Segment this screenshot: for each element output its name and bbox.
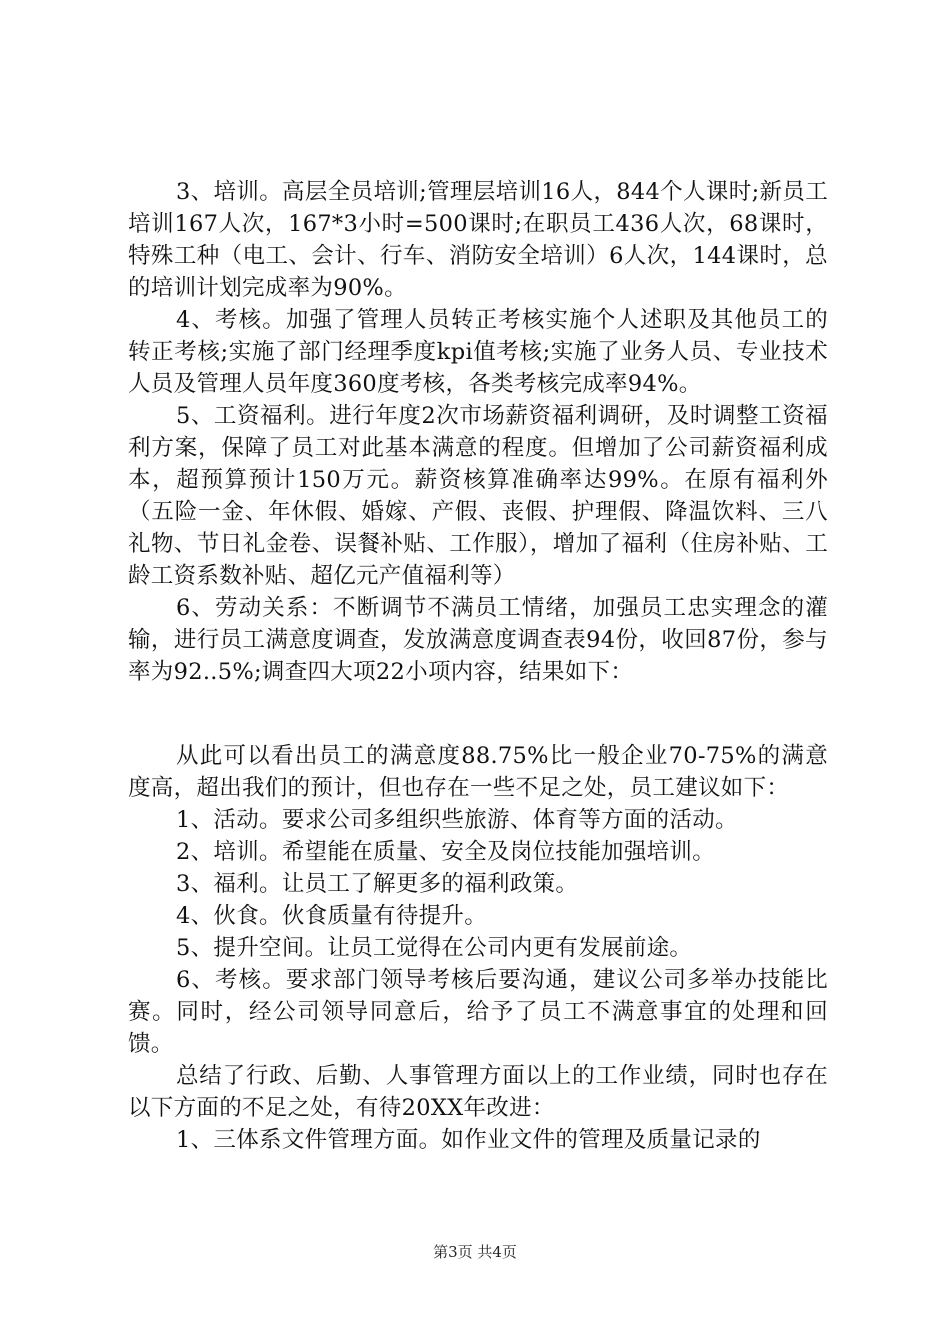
paragraph-improvement-1: 1、三体系文件管理方面。如作业文件的管理及质量记录的 — [176, 1127, 761, 1153]
suggestion-meals: 4、伙食。伙食质量有待提升。 — [176, 903, 488, 929]
suggestion-career: 5、提升空间。让员工觉得在公司内更有发展前途。 — [176, 935, 693, 961]
paragraph-assessment: 4、考核。加强了管理人员转正考核实施个人述职及其他员工的转正考核;实施了部门经理季度kpi值考核;实施了业务人员、专业技术人员及管理人员年度360度考核，各类考核完成率94%。 — [128, 307, 828, 397]
blank-space — [128, 688, 828, 740]
paragraph-salary-benefits: 5、工资福利。进行年度2次市场薪资福利调研，及时调整工资福利方案，保障了员工对此基本满意的程度。但增加了公司薪资福利成本，超预算预计150万元。薪资核算准确率达99%。在原有福利外（五险一金、年休假、婚嫁、产假、丧假、护理假、降温饮料、三八礼物、节日礼金卷、误餐补贴、工作服），增加了福利（住房补贴、工龄工资系数补贴、超亿元产值福利等） — [128, 403, 828, 589]
document-body — [128, 176, 828, 1156]
suggestion-benefits: 3、福利。让员工了解更多的福利政策。 — [176, 871, 579, 897]
suggestion-assessment: 6、考核。要求部门领导考核后要沟通，建议公司多举办技能比赛。同时，经公司领导同意后，给予了员工不满意事宜的处理和回馈。 — [128, 967, 828, 1057]
paragraph-summary: 总结了行政、后勤、人事管理方面以上的工作业绩，同时也存在以下方面的不足之处，有待20XX年改进： — [128, 1063, 828, 1121]
paragraph-labor-relations: 6、劳动关系：不断调节不满员工情绪，加强员工忠实理念的灌输，进行员工满意度调查，发放满意度调查表94份，收回87份，参与率为92..5%;调查四大项22小项内容，结果如下： — [128, 595, 828, 685]
page-footer: 第3页 共4页 — [433, 1243, 517, 1261]
paragraph-satisfaction-summary: 从此可以看出员工的满意度88.75%比一般企业70-75%的满意度高，超出我们的预计，但也存在一些不足之处，员工建议如下： — [128, 743, 828, 801]
paragraph-training: 3、培训。高层全员培训;管理层培训16人，844个人课时;新员工培训167人次，167*3小时=500课时;在职员工436人次，68课时，特殊工种（电工、会计、行车、消防安全培训）6人次，144课时，总的培训计划完成率为90%。 — [128, 179, 828, 301]
suggestion-training: 2、培训。希望能在质量、安全及岗位技能加强培训。 — [176, 839, 716, 865]
suggestion-activities: 1、活动。要求公司多组织些旅游、体育等方面的活动。 — [176, 807, 738, 833]
